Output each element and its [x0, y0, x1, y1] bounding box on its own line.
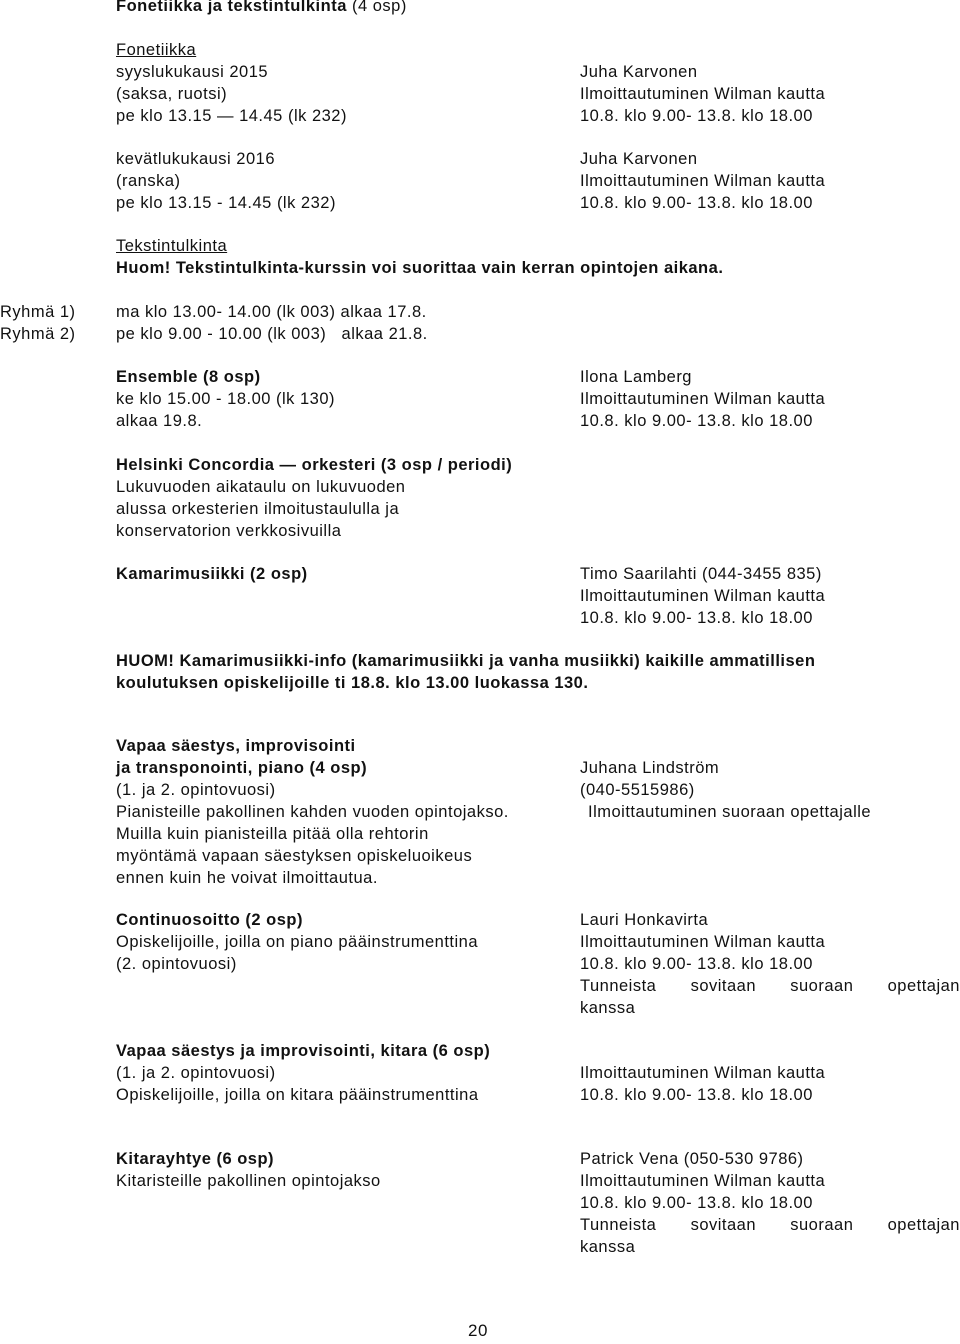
group-time: pe klo 9.00 - 10.00 (lk 003) alkaa 21.8.	[116, 325, 428, 343]
kamari-dates: 10.8. klo 9.00- 13.8. klo 18.00	[580, 609, 813, 627]
kamari-title: Kamarimusiikki (2 osp)	[116, 565, 308, 583]
vapaa-kitara-line: (1. ja 2. opintovuosi)	[116, 1064, 276, 1082]
vapaa-piano-title: ja transponointi, piano (4 osp)	[116, 759, 368, 777]
vapaa-piano-line: ennen kuin he voivat ilmoittautua.	[116, 869, 378, 887]
group-label: Ryhmä 1)	[0, 303, 76, 321]
ensemble-teacher: Ilona Lamberg	[580, 368, 692, 386]
fonetiikka-autumn-teacher: Juha Karvonen	[580, 63, 698, 81]
fonetiikka-spring-line: pe klo 13.15 - 14.45 (lk 232)	[116, 194, 336, 212]
vapaa-piano-title: Vapaa säestys, improvisointi	[116, 737, 356, 755]
vapaa-kitara-dates: 10.8. klo 9.00- 13.8. klo 18.00	[580, 1086, 813, 1104]
vapaa-kitara-enrol: Ilmoittautuminen Wilman kautta	[580, 1064, 826, 1082]
ensemble-title: Ensemble (8 osp)	[116, 368, 261, 386]
fonetiikka-autumn-line: (saksa, ruotsi)	[116, 85, 228, 103]
kitarayhtye-arrange: Tunneista sovitaan suoraan opettajan	[580, 1216, 960, 1234]
continuo-line: (2. opintovuosi)	[116, 955, 237, 973]
page-heading	[116, 0, 407, 17]
kamari-note: koulutuksen opiskelijoille ti 18.8. klo 13.00 luokassa 130.	[116, 674, 589, 692]
ensemble-line: ke klo 15.00 - 18.00 (lk 130)	[116, 390, 336, 408]
fonetiikka-spring-dates: 10.8. klo 9.00- 13.8. klo 18.00	[580, 194, 813, 212]
concordia-title: Helsinki Concordia — orkesteri (3 osp / periodi)	[116, 456, 513, 474]
group-time: ma klo 13.00- 14.00 (lk 003) alkaa 17.8.	[116, 303, 427, 321]
fonetiikka-autumn-line: syyslukukausi 2015	[116, 63, 269, 81]
kitarayhtye-title: Kitarayhtye (6 osp)	[116, 1150, 275, 1168]
kitarayhtye-dates: 10.8. klo 9.00- 13.8. klo 18.00	[580, 1194, 813, 1212]
ensemble-dates: 10.8. klo 9.00- 13.8. klo 18.00	[580, 412, 813, 430]
kamari-teacher: Timo Saarilahti (044-3455 835)	[580, 565, 822, 583]
heading-credits: (4 osp)	[351, 0, 407, 15]
group-label: Ryhmä 2)	[0, 325, 76, 343]
fonetiikka-title: Fonetiikka	[116, 41, 197, 59]
fonetiikka-spring-teacher: Juha Karvonen	[580, 150, 698, 168]
vapaa-piano-enrol: Ilmoittautuminen suoraan opettajalle	[588, 803, 872, 821]
fonetiikka-autumn-dates: 10.8. klo 9.00- 13.8. klo 18.00	[580, 107, 813, 125]
kamari-enrol: Ilmoittautuminen Wilman kautta	[580, 587, 826, 605]
tekstintulkinta-title: Tekstintulkinta	[116, 237, 228, 255]
vapaa-piano-teacher: Juhana Lindström	[580, 759, 720, 777]
continuo-arrange: Tunneista sovitaan suoraan opettajan	[580, 977, 960, 995]
vapaa-kitara-line: Opiskelijoille, joilla on kitara pääinstrumenttina	[116, 1086, 479, 1104]
concordia-line: alussa orkesterien ilmoitustaululla ja	[116, 500, 400, 518]
fonetiikka-spring-line: (ranska)	[116, 172, 181, 190]
continuo-dates: 10.8. klo 9.00- 13.8. klo 18.00	[580, 955, 813, 973]
vapaa-piano-line: Muilla kuin pianisteilla pitää olla rehtorin	[116, 825, 429, 843]
tekstintulkinta-note: Huom! Tekstintulkinta-kurssin voi suorittaa vain kerran opintojen aikana.	[116, 259, 724, 277]
fonetiikka-autumn-line: pe klo 13.15 — 14.45 (lk 232)	[116, 107, 347, 125]
heading-title: Fonetiikka ja tekstintulkinta	[116, 0, 347, 15]
ensemble-line: alkaa 19.8.	[116, 412, 203, 430]
fonetiikka-autumn-enrol: Ilmoittautuminen Wilman kautta	[580, 85, 826, 103]
kitarayhtye-enrol: Ilmoittautuminen Wilman kautta	[580, 1172, 826, 1190]
vapaa-piano-line: myöntämä vapaan säestyksen opiskeluoikeus	[116, 847, 473, 865]
kitarayhtye-line: Kitaristeille pakollinen opintojakso	[116, 1172, 381, 1190]
vapaa-piano-phone: (040-5515986)	[580, 781, 695, 799]
continuo-title: Continuosoitto (2 osp)	[116, 911, 303, 929]
vapaa-piano-line: Pianisteille pakollinen kahden vuoden opintojakso.	[116, 803, 509, 821]
continuo-arrange: kanssa	[580, 999, 636, 1017]
continuo-teacher: Lauri Honkavirta	[580, 911, 709, 929]
concordia-line: Lukuvuoden aikataulu on lukuvuoden	[116, 478, 406, 496]
vapaa-piano-line: (1. ja 2. opintovuosi)	[116, 781, 276, 799]
ensemble-enrol: Ilmoittautuminen Wilman kautta	[580, 390, 826, 408]
page-number: 20	[468, 1321, 488, 1340]
fonetiikka-spring-line: kevätlukukausi 2016	[116, 150, 276, 168]
continuo-enrol: Ilmoittautuminen Wilman kautta	[580, 933, 826, 951]
concordia-line: konservatorion verkkosivuilla	[116, 522, 342, 540]
vapaa-kitara-title: Vapaa säestys ja improvisointi, kitara (6 osp)	[116, 1042, 491, 1060]
kitarayhtye-arrange: kanssa	[580, 1238, 636, 1256]
continuo-line: Opiskelijoille, joilla on piano pääinstrumenttina	[116, 933, 479, 951]
fonetiikka-spring-enrol: Ilmoittautuminen Wilman kautta	[580, 172, 826, 190]
kamari-note: HUOM! Kamarimusiikki-info (kamarimusiikki ja vanha musiikki) kaikille ammatillisen	[116, 652, 816, 670]
kitarayhtye-teacher: Patrick Vena (050-530 9786)	[580, 1150, 804, 1168]
